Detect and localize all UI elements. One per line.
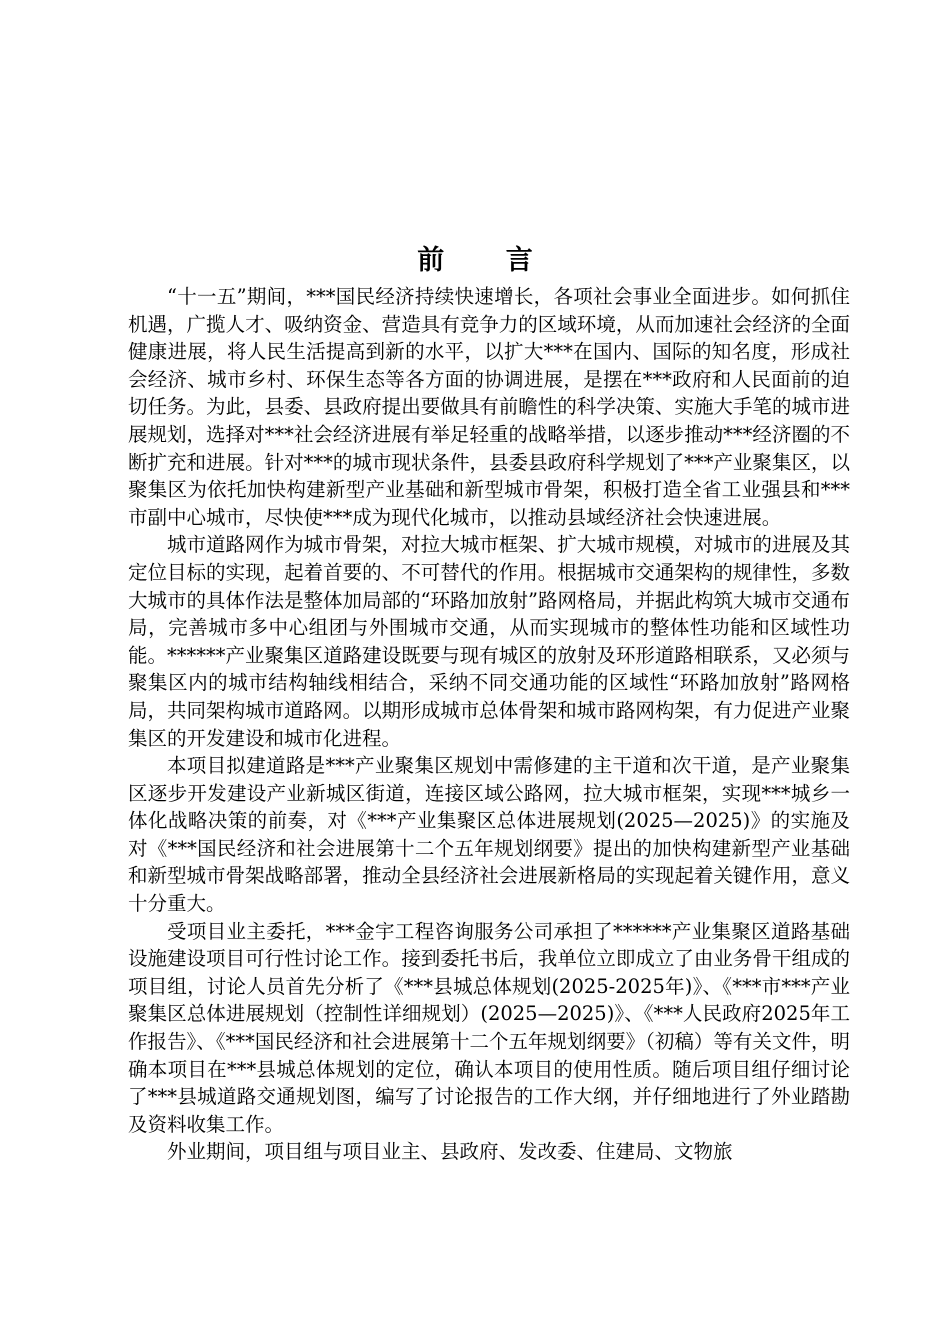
paragraph: 外业期间，项目组与项目业主、县政府、发改委、住建局、文物旅 xyxy=(167,1140,733,1164)
page-title: 前 言 xyxy=(417,245,559,276)
paragraph: 受项目业主委托，***金宇工程咨询服务公司承担了******产业集聚区道路基础设施建设项目可行性讨论工作。接到委托书后，我单位立即成立了由业务骨干组成的项目组，讨论人员首先分析了《***县城总体规划(2025-2025年)》、《***市***产业聚集区总体进展规划（控制性详细规划）(2025—2025)》、《***人民政府2025年工作报告》、《***国民经济和社会进展第十二个五年规划纲要》（初稿）等有关文件，明确本项目在***县城总体规划的定位，确认本项目的使用性质。随后项目组仔细讨论了***县城道路交通规划图，编写了讨论报告的工作大纲，并仔细地进行了外业踏勘及资料收集工作。 xyxy=(128,919,850,1136)
paragraph: “十一五”期间，***国民经济持续快速增长，各项社会事业全面进步。如何抓住机遇，广揽人才、吸纳资金、营造具有竞争力的区域环境，从而加速社会经济的全面健康进展，将人民生活提高到新的水平，以扩大***在国内、国际的知名度，形成社会经济、城市乡村、环保生态等各方面的协调进展，是摆在***政府和人民面前的迫切任务。为此，县委、县政府提出要做具有前瞻性的科学决策、实施大手笔的城市进展规划，选择对***社会经济进展有举足轻重的战略举措，以逐步推动***经济圈的不断扩充和进展。针对***的城市现状条件，县委县政府科学规划了***产业聚集区，以聚集区为依托加快构建新型产业基础和新型城市骨架，积极打造全省工业强县和***市副中心城市，尽快使***成为现代化城市，以推动县域经济社会快速进展。 xyxy=(128,285,850,529)
document-body xyxy=(128,283,850,1166)
paragraph: 城市道路网作为城市骨架，对拉大城市框架、扩大城市规模，对城市的进展及其定位目标的实现，起着首要的、不可替代的作用。根据城市交通架构的规律性，多数大城市的具体作法是整体加局部的“环路加放射”路网格局，并据此构筑大城市交通布局，完善城市多中心组团与外围城市交通，从而实现城市的整体性功能和区域性功能。******产业聚集区道路建设既要与现有城区的放射及环形道路相联系，又必须与聚集区内的城市结构轴线相结合，采纳不同交通功能的区域性“环路加放射”路网格局，共同架构城市道路网。以期形成城市总体骨架和城市路网构架，有力促进产业聚集区的开发建设和城市化进程。 xyxy=(128,533,850,750)
paragraph: 本项目拟建道路是***产业聚集区规划中需修建的主干道和次干道，是产业聚集区逐步开发建设产业新城区街道，连接区域公路网，拉大城市框架，实现***城乡一体化战略决策的前奏，对《***产业集聚区总体进展规划(2025—2025)》的实施及对《***国民经济和社会进展第十二个五年规划纲要》提出的加快构建新型产业基础和新型城市骨架战略部署，推动全县经济社会进展新格局的实现起着关键作用，意义十分重大。 xyxy=(128,754,850,916)
